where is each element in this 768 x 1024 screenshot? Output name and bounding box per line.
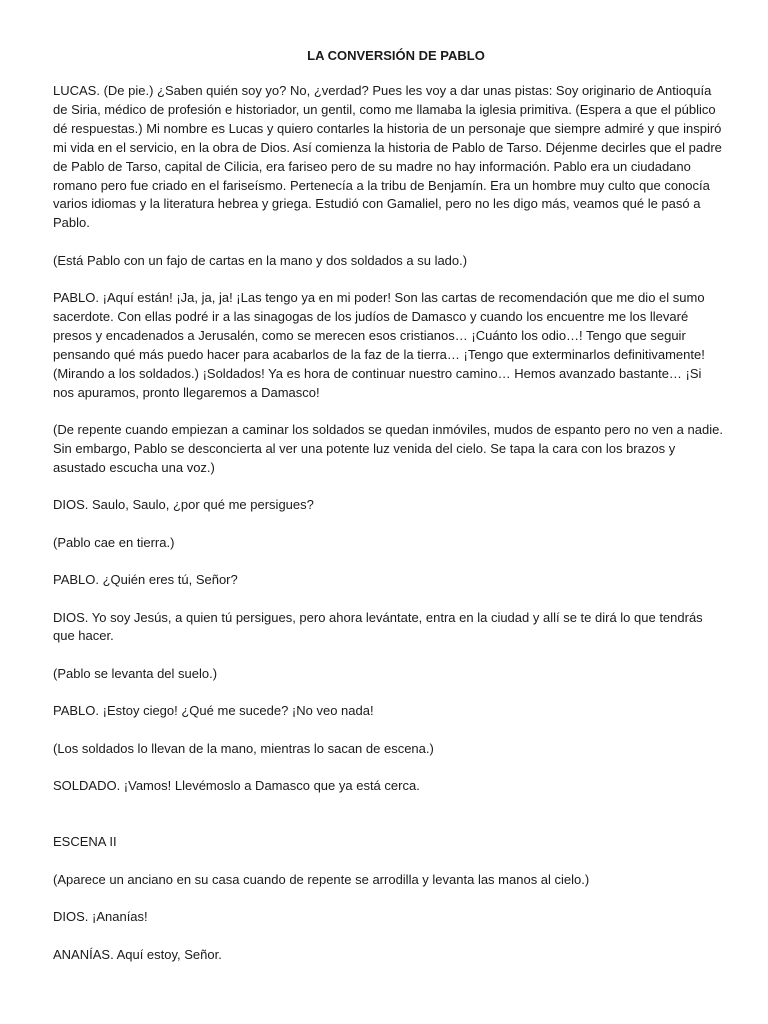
paragraph-pablo-letters: PABLO. ¡Aquí están! ¡Ja, ja, ja! ¡Las tengo ya en mi poder! Son las cartas de recomendación que me dio el sumo sacerdote. Con ellas podré ir a las sinagogas de los judíos de Damasco y cuando los encuentre me los llevaré presos y encadenados a Jerusalén, como se merecen esos cristianos… ¡Cuánto los odio…! Tengo que seguir pensando qué más puedo hacer para acabarlos de la faz de la tierra… ¡Tengo que exterminarlos definitivamente! (Mirando a los soldados.) ¡Soldados! Ya es hora de continuar nuestro camino… Hemos avanzado bastante… ¡Si nos apuramos, pronto llegaremos a Damasco!	[53, 290, 705, 400]
paragraph-lucas-intro: LUCAS. (De pie.) ¿Saben quién soy yo? No, ¿verdad? Pues les voy a dar unas pistas: Soy originario de Antioquía de Siria, médico de profesión e historiador, un gentil, como me llamaba la iglesia primitiva. (Espera a que el público dé respuestas.) Mi nombre es Lucas y quiero contarles la historia de un personaje que siempre admiré y que inspiró mi vida en el servicio, en la obra de Dios. Así comienza la historia de Pablo de Tarso. Déjenme decirles que el padre de Pablo de Tarso, capital de Cilicia, era fariseo pero de su madre no hay información. Pablo era un ciudadano romano pero fue criado en el fariseísmo. Pertenecía a la tribu de Benjamín. Era un hombre muy culto que conocía varios idiomas y la literatura hebrea y griega. Estudió con Gamaliel, pero no les digo más, veamos qué le pasó a Pablo.	[53, 83, 722, 231]
stage-direction: (Está Pablo con un fajo de cartas en la mano y dos soldados a su lado.)	[53, 252, 468, 268]
section-spacer	[53, 814, 723, 833]
stage-direction: (De repente cuando empiezan a caminar los soldados se quedan inmóviles, mudos de espanto pero no ven a nadie. Sin embargo, Pablo se desconcierta al ver una potente luz venida del cielo. Se tapa la cara con los brazos y asustado escucha una voz.)	[53, 422, 723, 475]
dialogue-line: DIOS. Yo soy Jesús, a quien tú persigues, pero ahora levántate, entra en la ciudad y allí se te dirá lo que tendrás que hacer.	[53, 609, 703, 644]
dialogue-line: PABLO. ¿Quién eres tú, Señor?	[53, 572, 238, 588]
dialogue-line: DIOS. Saulo, Saulo, ¿por qué me persigues?	[53, 497, 314, 513]
scene-heading: ESCENA II	[53, 834, 117, 850]
document-page	[53, 46, 723, 983]
document-title: LA CONVERSIÓN DE PABLO	[307, 48, 485, 63]
dialogue-line: ANANÍAS. Aquí estoy, Señor.	[53, 946, 222, 962]
dialogue-line: PABLO. ¡Estoy ciego! ¿Qué me sucede? ¡No veo nada!	[53, 703, 374, 719]
stage-direction: (Los soldados lo llevan de la mano, mientras lo sacan de escena.)	[53, 740, 434, 756]
stage-direction: (Aparece un anciano en su casa cuando de repente se arrodilla y levanta las manos al cielo.)	[53, 871, 590, 887]
dialogue-line: DIOS. ¡Ananías!	[53, 909, 148, 925]
stage-direction: (Pablo cae en tierra.)	[53, 534, 175, 550]
stage-direction: (Pablo se levanta del suelo.)	[53, 665, 218, 681]
dialogue-line: SOLDADO. ¡Vamos! Llevémoslo a Damasco que ya está cerca.	[53, 778, 420, 794]
